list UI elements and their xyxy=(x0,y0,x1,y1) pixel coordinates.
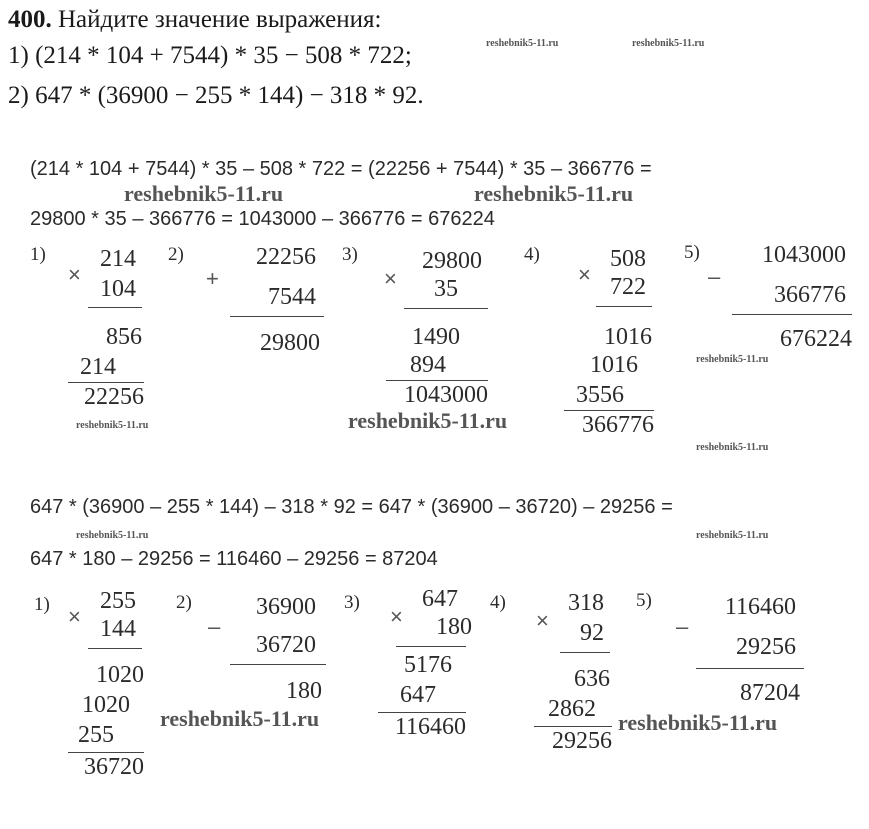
partial-product: 214 xyxy=(80,354,116,380)
operand-a: 255 xyxy=(100,588,136,614)
divider-line xyxy=(88,307,142,308)
step-result: 87204 xyxy=(740,680,800,706)
divider-line xyxy=(386,380,488,381)
partial-product: 636 xyxy=(574,666,610,692)
step-number: 5) xyxy=(684,242,700,263)
divider-line xyxy=(68,752,144,753)
operand-b: 35 xyxy=(434,276,458,302)
operand-b: 180 xyxy=(436,614,472,640)
divider-line xyxy=(88,648,142,649)
minus-sign: – xyxy=(676,614,689,639)
operand-a: 214 xyxy=(100,246,136,272)
partial-product: 3556 xyxy=(576,382,624,408)
step-number: 2) xyxy=(176,592,192,613)
partial-product: 5176 xyxy=(404,652,452,678)
partial-product: 856 xyxy=(106,324,142,350)
divider-line xyxy=(378,712,466,713)
operand-a: 22256 xyxy=(256,244,316,270)
partial-product: 1016 xyxy=(590,352,638,378)
divider-line xyxy=(404,308,488,309)
step-number: 4) xyxy=(490,592,506,613)
operand-a: 36900 xyxy=(256,594,316,620)
divider-line xyxy=(564,410,654,411)
operand-a: 318 xyxy=(568,590,604,616)
step-result: 676224 xyxy=(780,326,852,352)
step-number: 3) xyxy=(342,244,358,265)
watermark: reshebnik5-11.ru xyxy=(696,354,769,365)
step-result: 1043000 xyxy=(404,382,488,408)
task-number: 400. xyxy=(8,6,52,33)
plus-sign: + xyxy=(206,266,219,291)
multiply-sign: × xyxy=(390,604,403,629)
operand-b: 29256 xyxy=(736,634,796,660)
watermark: reshebnik5-11.ru xyxy=(696,530,769,541)
watermark: reshebnik5-11.ru xyxy=(124,181,284,206)
partial-product: 1016 xyxy=(604,324,652,350)
multiply-sign: × xyxy=(536,608,549,633)
operand-b: 36720 xyxy=(256,632,316,658)
task-expression-1: 1) (214 * 104 + 7544) * 35 − 508 * 722; xyxy=(8,42,412,69)
operand-b: 366776 xyxy=(774,282,846,308)
divider-line xyxy=(68,382,144,383)
step-result: 22256 xyxy=(84,384,144,410)
task-expression-2: 2) 647 * (36900 − 255 * 144) − 318 * 92. xyxy=(8,82,424,109)
divider-line xyxy=(230,316,324,317)
multiply-sign: × xyxy=(578,262,591,287)
partial-product: 1020 xyxy=(96,662,144,688)
watermark: reshebnik5-11.ru xyxy=(474,181,634,206)
watermark: reshebnik5-11.ru xyxy=(348,408,508,433)
solution-1-line-2: 29800 * 35 – 366776 = 1043000 – 366776 = 676224 xyxy=(30,208,495,230)
operand-a: 116460 xyxy=(724,594,796,620)
step-number: 1) xyxy=(30,244,46,265)
watermark: reshebnik5-11.ru xyxy=(696,442,769,453)
watermark: reshebnik5-11.ru xyxy=(618,710,778,735)
operand-a: 508 xyxy=(610,246,646,272)
solution-1-line-1: (214 * 104 + 7544) * 35 – 508 * 722 = (22256 + 7544) * 35 – 366776 = xyxy=(30,158,652,180)
step-number: 3) xyxy=(344,592,360,613)
divider-line xyxy=(230,664,326,665)
solution-2-line-2: 647 * 180 – 29256 = 116460 – 29256 = 87204 xyxy=(30,548,438,570)
partial-product: 2862 xyxy=(548,696,596,722)
task-heading xyxy=(8,4,381,36)
divider-line xyxy=(732,314,852,315)
step-result: 116460 xyxy=(394,714,466,740)
divider-line xyxy=(534,726,612,727)
multiply-sign: × xyxy=(68,604,81,629)
partial-product: 1490 xyxy=(412,324,460,350)
operand-b: 7544 xyxy=(268,284,316,310)
step-result: 29256 xyxy=(552,728,612,754)
divider-line xyxy=(596,306,652,307)
partial-product: 255 xyxy=(78,722,114,748)
multiply-sign: × xyxy=(68,262,81,287)
watermark: reshebnik5-11.ru xyxy=(632,38,705,49)
operand-b: 722 xyxy=(610,274,646,300)
watermark: reshebnik5-11.ru xyxy=(486,38,559,49)
step-result: 29800 xyxy=(260,330,320,356)
multiply-sign: × xyxy=(384,266,397,291)
minus-sign: – xyxy=(708,264,721,289)
operand-a: 647 xyxy=(422,586,458,612)
step-number: 1) xyxy=(34,594,50,615)
operand-b: 104 xyxy=(100,276,136,302)
operand-b: 92 xyxy=(580,620,604,646)
minus-sign: – xyxy=(208,614,221,639)
solution-2-line-1: 647 * (36900 – 255 * 144) – 318 * 92 = 647 * (36900 – 36720) – 29256 = xyxy=(30,496,673,518)
watermark: reshebnik5-11.ru xyxy=(76,420,149,431)
step-number: 2) xyxy=(168,244,184,265)
partial-product: 647 xyxy=(400,682,436,708)
operand-a: 1043000 xyxy=(762,242,846,268)
divider-line xyxy=(560,652,610,653)
step-result: 180 xyxy=(286,678,322,704)
task-title: Найдите значение выражения: xyxy=(58,6,382,33)
operand-b: 144 xyxy=(100,616,136,642)
partial-product: 1020 xyxy=(82,692,130,718)
step-result: 36720 xyxy=(84,754,144,780)
watermark: reshebnik5-11.ru xyxy=(160,706,320,731)
divider-line xyxy=(396,646,466,647)
divider-line xyxy=(696,668,804,669)
step-number: 5) xyxy=(636,590,652,611)
operand-a: 29800 xyxy=(422,248,482,274)
step-number: 4) xyxy=(524,244,540,265)
step-result: 366776 xyxy=(582,412,654,438)
watermark: reshebnik5-11.ru xyxy=(76,530,149,541)
partial-product: 894 xyxy=(410,352,446,378)
